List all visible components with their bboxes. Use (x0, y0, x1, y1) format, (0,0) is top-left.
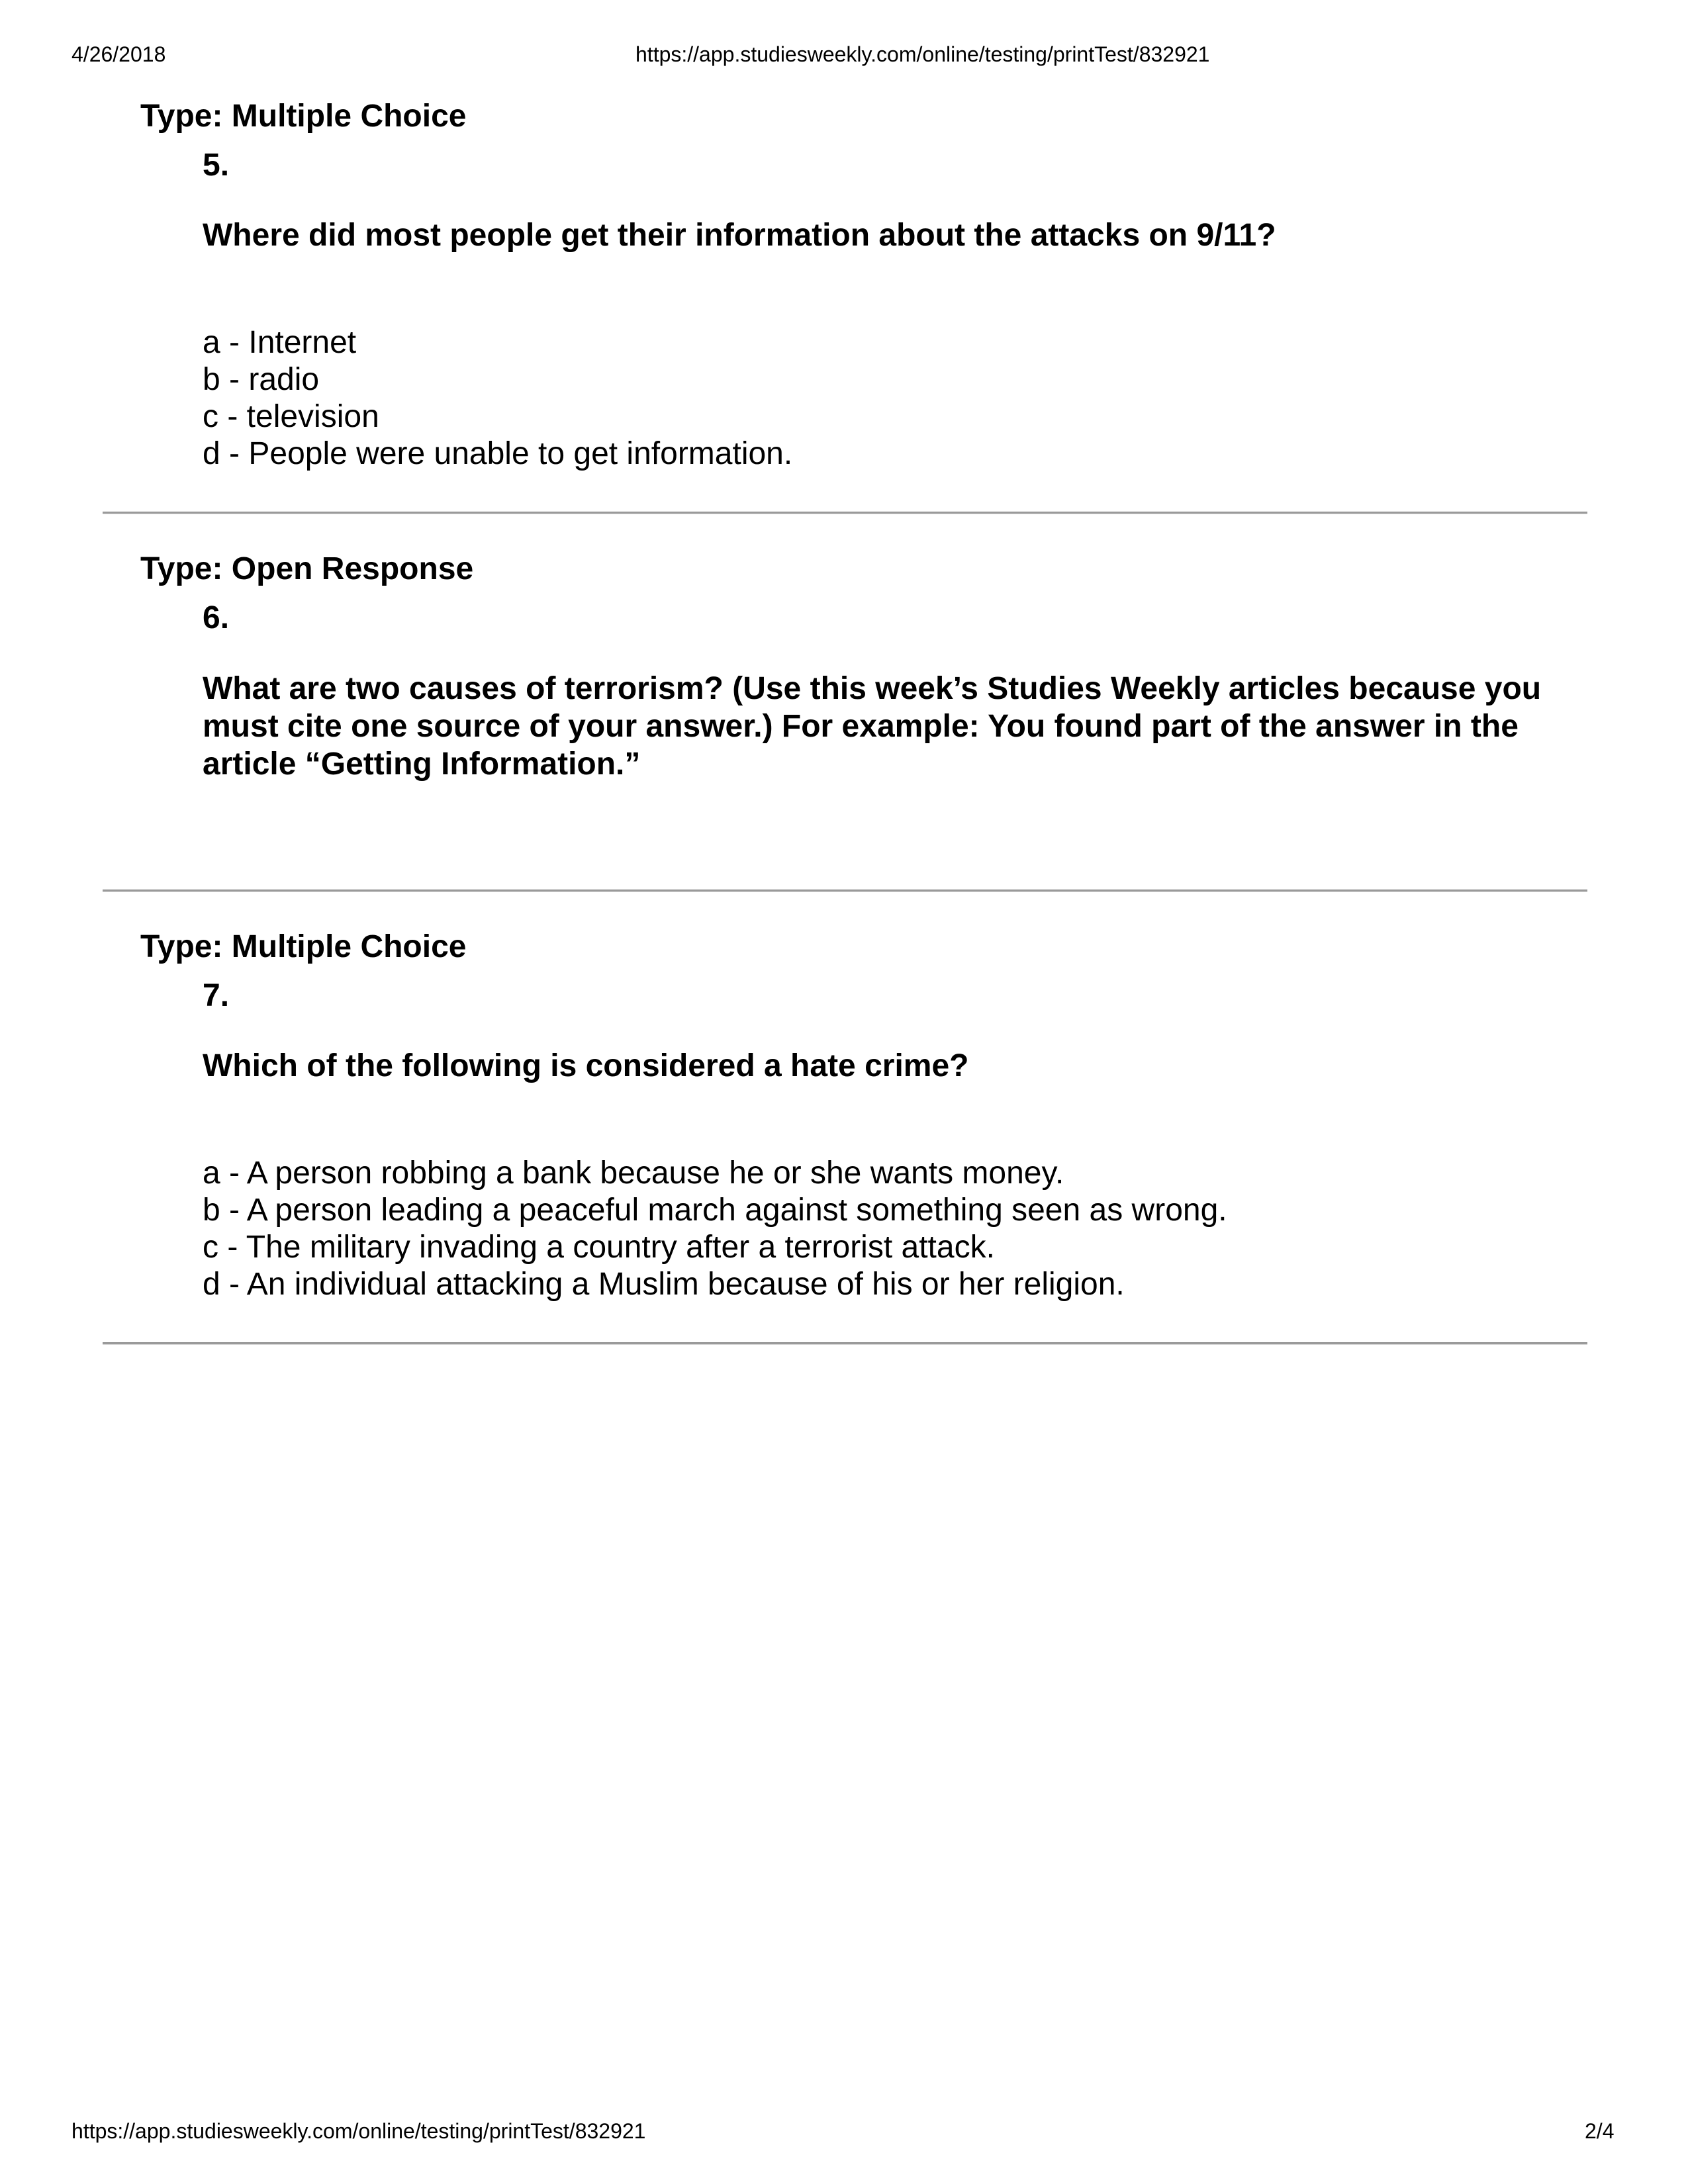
answer-choices (203, 324, 792, 473)
answer-choice: c - television (203, 399, 379, 434)
answer-choice: d - People were unable to get information. (203, 436, 793, 471)
question-text: Which of the following is considered a hate crime? (203, 1048, 969, 1083)
question-text: What are two causes of terrorism? (Use this week’s Studies Weekly articles because you must cite one source of your answer.) For example: You found part of the answer in the article “Getting Information.” (203, 671, 1542, 782)
answer-choice: d - An individual attacking a Muslim because of his or her religion. (203, 1267, 1125, 1302)
question-type-label: Type: Multiple Choice (140, 99, 467, 134)
answer-choice: a - Internet (203, 325, 357, 360)
answer-choice: b - A person leading a peaceful march against something seen as wrong. (203, 1193, 1227, 1228)
question-type-label: Type: Open Response (140, 551, 474, 586)
question-type-label: Type: Multiple Choice (140, 929, 467, 964)
question-number: 5. (203, 148, 230, 183)
answer-choice: c - The military invading a country after a terrorist attack. (203, 1230, 995, 1265)
answer-choice: a - A person robbing a bank because he or she wants money. (203, 1156, 1064, 1191)
question-text: Where did most people get their information about the attacks on 9/11? (203, 218, 1276, 253)
print-footer-url: https://app.studiesweekly.com/online/testing/printTest/832921 (71, 2119, 646, 2143)
page-number: 2/4 (1585, 2119, 1615, 2143)
print-header-url: https://app.studiesweekly.com/online/testing/printTest/832921 (635, 42, 1210, 66)
question-divider (103, 1342, 1587, 1345)
question-divider (103, 889, 1587, 892)
question-number: 7. (203, 978, 230, 1013)
print-date: 4/26/2018 (71, 42, 166, 66)
question-divider (103, 512, 1587, 514)
answer-choices (203, 1155, 1227, 1303)
answer-choice: b - radio (203, 362, 320, 397)
question-number: 6. (203, 600, 230, 635)
